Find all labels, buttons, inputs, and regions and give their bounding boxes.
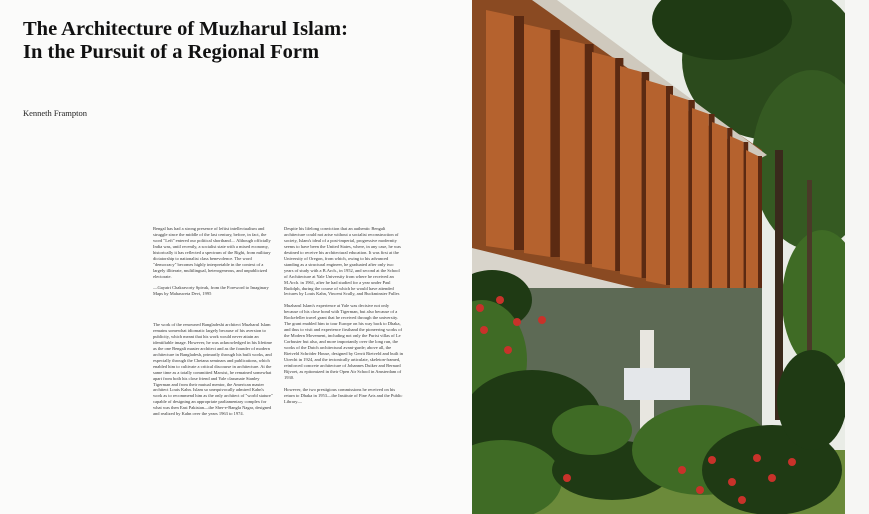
brick-fin: [692, 108, 709, 299]
flower: [788, 458, 796, 466]
flower: [513, 318, 521, 326]
flower: [504, 346, 512, 354]
body-column-right: [284, 226, 403, 411]
epigraph-text: Bengal has had a strong presence of leftist intellectualism and struggle since the middle of the last century, before, in fact, the word "Left" entered our political shorthand.... Although officially India was, until recently, a socialist state with a mixed economy, historically it has reflected a spectrum of the Right, from military dictatorship to nationalist class benevolence. The word "democracy" becomes highly interpretable in the context of a largely illiterate, multilingual, heterogeneous, and unpublicized electorate.: [153, 226, 271, 279]
building-photo: [472, 0, 845, 514]
body-paragraph: Despite his lifelong conviction that an authentic Bengali architecture could not arise without a socialist reconstruction of society, Islam's ideal of a post-imperial, progressive modernity seems to have been the United States, where, in any case, he was destined to receive his architectural education. It was first at the University of Oregon, from which, owing to his advanced standing as a structural engineer, he graduated after only two years of study with a B.Arch., in 1952, and second at the School of Architecture at Yale University from where he received an M.Arch. in 1961, after he had studied for a year under Paul Rudolph, during the course of which he would have attended lectures by Louis Kahn, Vincent Scully, and Buckminster Fuller.: [284, 226, 401, 297]
brick-fin: [620, 66, 642, 278]
flower: [480, 326, 488, 334]
photo-page: [472, 0, 845, 514]
article-title-line-1: The Architecture of Muzharul Islam:: [23, 18, 348, 40]
page-edge: [845, 0, 869, 514]
brick-fin: [524, 24, 550, 257]
author-byline: Kenneth Frampton: [23, 108, 87, 118]
flower: [708, 456, 716, 464]
brick-fin-shadow: [550, 30, 559, 257]
article-title: [23, 18, 453, 64]
flower: [696, 486, 704, 494]
article-title-line-2: In the Pursuit of a Regional Form: [23, 41, 320, 63]
epigraph: [153, 226, 271, 301]
body-paragraph: The work of the renowned Bangladeshi architect Muzharul Islam remains somewhat idiomatic largely because of his aversion to publicity, which meant that his work would never attain an identifiable image. However, he was acknowledged in his lifetime as the one Bengali master architect and as the founder of modern architecture in Bangladesh, primarily through his built works, and especially through the Chetana seminars and publications, which enabled him to cultivate a critical discourse in architecture. At the same time as a totally committed Marxist, he remained somewhat apart from both his close friend and Yale classmate Stanley Tigerman and from their mutual mentor, the American master architect Louis Kahn. Islam so unequivocally admired Kahn's work as to recommend him as the only architect of "world stature" capable of designing an appropriate parliamentary complex for what was then East Pakistan—the Sher-e-Bangla Nagar, designed and realized by Kahn over the years 1963 to 1974.: [153, 322, 273, 417]
body-paragraph: Muzharul Islam's experience at Yale was decisive not only because of his close bond with Tigerman, but also because of a Rockefeller travel grant that he received through the university. The grant enabled him to tour Europe on his way back to Dhaka, and thus to visit and experience firsthand the pioneering works of the Modern Movement, including not only the Purist villas of Le Corbusier but also, and more importantly over the long run, the works of the Dutch architectural avant-garde; above all, the Rietveld Schröder House, designed by Gerrit Rietveld and built in Utrecht in 1924, and the tectonically articulate, skeleton-framed, reinforced concrete architecture of Johannes Duiker and Bernard Bijvoet, as epitomized in their Open Air School in Amsterdam of 1930.: [284, 303, 403, 380]
brick-fin: [592, 52, 615, 271]
body-paragraph: However, the two prestigious commissions he received on his return to Dhaka in 1953—the Institute of Fine Arts and the Public Library—: [284, 386, 403, 404]
brick-fin: [560, 38, 585, 264]
foliage-clump: [552, 405, 632, 455]
sign-panel: [624, 368, 690, 400]
brick-fin: [712, 122, 727, 306]
brick-fin: [486, 10, 514, 250]
foliage-clump: [777, 350, 845, 450]
flower: [728, 478, 736, 486]
brick-fin: [730, 136, 744, 313]
epigraph-attribution: —Gayatri Chakravorty Spivak, from the Foreword to Imaginary Maps by Mahasweta Devi, 1995: [153, 284, 269, 296]
body-column-left: [153, 322, 273, 422]
brick-fin: [646, 80, 666, 285]
flower: [738, 496, 746, 504]
flower: [768, 474, 776, 482]
brick-fin-shadow: [514, 16, 524, 250]
flower: [563, 474, 571, 482]
flower: [753, 454, 761, 462]
flower: [678, 466, 686, 474]
brick-fin: [670, 94, 688, 292]
flower: [538, 316, 546, 324]
flower: [476, 304, 484, 312]
flower: [496, 296, 504, 304]
